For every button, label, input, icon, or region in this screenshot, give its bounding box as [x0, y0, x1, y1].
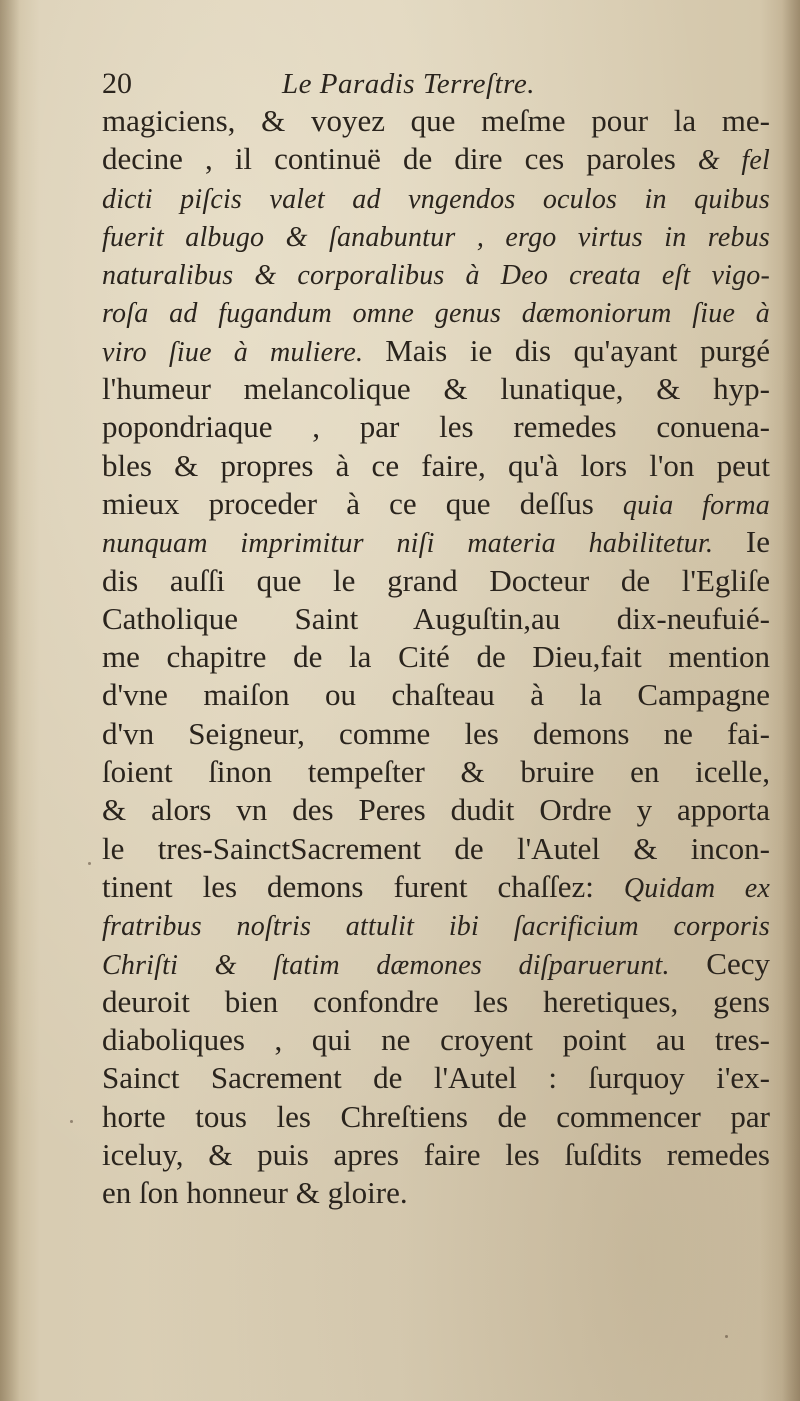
- latin-quote: fratribus noſtris attulit ibi ſacrificium corporis: [102, 911, 770, 943]
- text-line: [102, 140, 770, 178]
- text-segment: l'humeur melancolique & lunatique, & hyp-: [102, 371, 770, 407]
- text-line: [102, 447, 770, 485]
- text-segment: dis auſſi que le grand Docteur de l'Egliſe: [102, 562, 770, 598]
- text-line: [102, 485, 770, 523]
- text-line: [102, 830, 770, 868]
- text-segment: Cecy: [706, 945, 770, 981]
- text-line: [102, 906, 770, 944]
- text-segment: d'vn Seigneur, comme les demons ne fai-: [102, 715, 770, 751]
- text-segment: mieux proceder à ce que deſſus: [102, 485, 623, 521]
- text-segment: horte tous les Chreſtiens de commencer par: [102, 1098, 770, 1134]
- text-line: [102, 1174, 770, 1212]
- text-segment: deuroit bien confondre les heretiques, gens: [102, 983, 770, 1019]
- text-line: [102, 983, 770, 1021]
- latin-quote: fuerit albugo & ſanabuntur , ergo virtus in rebus: [102, 221, 770, 253]
- text-segment: le tres-SainctSacrement de l'Autel & incon-: [102, 830, 770, 866]
- text-segment: me chapitre de la Cité de Dieu,fait mention: [102, 639, 770, 675]
- latin-quote: roſa ad fugandum omne genus dæmoniorum ſiue à: [102, 298, 770, 330]
- text-segment: diaboliques , qui ne croyent point au tres-: [102, 1022, 770, 1058]
- text-line: [102, 332, 770, 370]
- latin-quote: dicti piſcis valet ad vngendos oculos in quibus: [102, 183, 770, 215]
- text-line: [102, 408, 770, 446]
- text-segment: popondriaque , par les remedes conuena-: [102, 409, 770, 445]
- paper-speck: [70, 1120, 73, 1123]
- text-line: [102, 293, 770, 331]
- text-segment: magiciens, & voyez que meſme pour la me-: [102, 103, 770, 138]
- text-segment: bles & propres à ce faire, qu'à lors l'on peut: [102, 447, 770, 483]
- latin-quote: & fel: [697, 145, 770, 177]
- text-line: [102, 791, 770, 829]
- text-line: [102, 562, 770, 600]
- text-line: [102, 945, 770, 983]
- text-line: [102, 179, 770, 217]
- page-number: 20: [102, 67, 132, 100]
- text-line: [102, 102, 770, 140]
- text-segment: iceluy, & puis apres faire les ſuſdits remedes: [102, 1137, 770, 1173]
- text-line: [102, 715, 770, 753]
- text-line: [102, 370, 770, 408]
- text-line: [102, 255, 770, 293]
- text-segment: tinent les demons furent chaſſez:: [102, 868, 624, 904]
- text-line: [102, 868, 770, 906]
- latin-quote: Chriſti & ſtatim dæmones diſparuerunt.: [102, 949, 707, 981]
- text-segment: Ie: [745, 524, 770, 560]
- paper-speck: [88, 862, 91, 865]
- text-segment: ſoient ſinon tempeſter & bruire en icelle,: [102, 754, 770, 790]
- text-segment: d'vne maiſon ou chaſteau à la Campagne: [102, 677, 770, 713]
- text-segment: en ſon honneur & gloire.: [102, 1175, 408, 1211]
- latin-quote: viro ſiue à muliere.: [102, 336, 386, 368]
- text-line: [102, 1136, 770, 1174]
- text-line: [102, 523, 770, 561]
- running-head: Le Paradis Terreſtre.: [282, 68, 535, 100]
- spine-shadow: [0, 0, 20, 1401]
- text-line: [102, 676, 770, 714]
- text-line: [102, 1059, 770, 1097]
- latin-quote: nunquam imprimitur niſi materia habilitetur.: [102, 528, 746, 560]
- body-text: [102, 102, 770, 1213]
- text-segment: decine , il continuë de dire ces paroles: [102, 141, 698, 177]
- text-line: [102, 1098, 770, 1136]
- text-line: [102, 1021, 770, 1059]
- latin-quote: quia forma: [622, 489, 770, 521]
- text-segment: Catholique Saint Auguſtin,au dix-neufuié-: [102, 600, 770, 636]
- text-segment: & alors vn des Peres dudit Ordre y apporta: [102, 792, 770, 828]
- text-line: [102, 638, 770, 676]
- text-line: [102, 753, 770, 791]
- page-edge-shadow: [782, 0, 800, 1401]
- text-line: [102, 217, 770, 255]
- latin-quote: naturalibus & corporalibus à Deo creata eſt vigo-: [102, 260, 770, 292]
- paper-speck: [725, 1335, 728, 1338]
- text-segment: Sainct Sacrement de l'Autel : ſurquoy i'ex-: [102, 1060, 770, 1096]
- latin-quote: Quidam ex: [623, 872, 770, 904]
- text-segment: Mais ie dis qu'ayant purgé: [385, 332, 770, 368]
- page-header: [102, 64, 762, 104]
- text-line: [102, 600, 770, 638]
